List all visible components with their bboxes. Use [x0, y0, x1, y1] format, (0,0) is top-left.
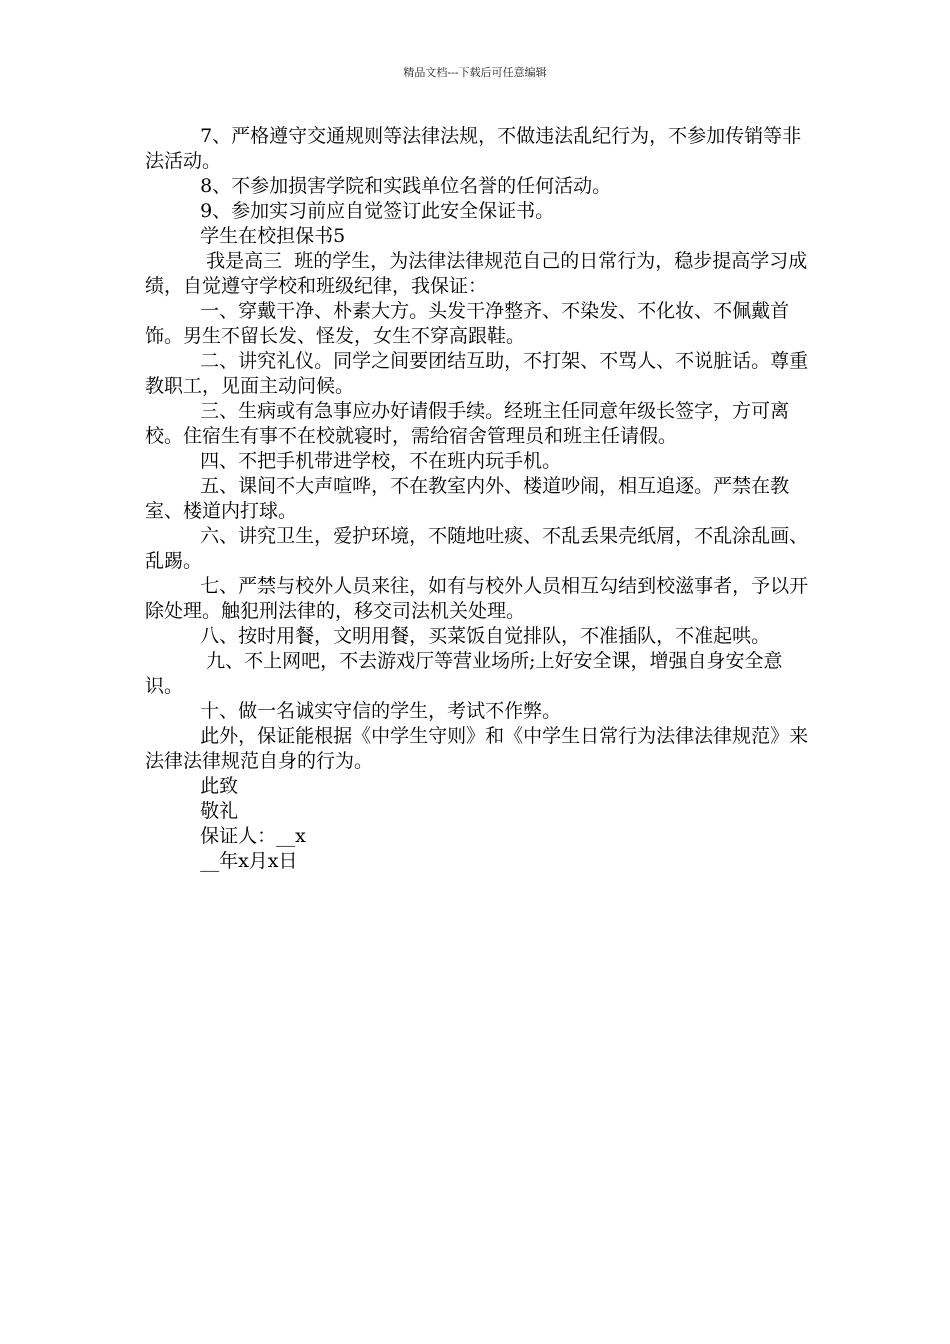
salutation-cizhi: 此致	[200, 775, 239, 797]
paragraph-rule-7: 7、严格遵守交通规则等法律法规，不做违法乱纪行为，不参加传销等非法活动。	[145, 125, 802, 172]
paragraph-item-1: 一、穿戴干净、朴素大方。头发干净整齐、不染发、不化妆、不佩戴首饰。男生不留长发、怪发，女生不穿高跟鞋。	[145, 300, 790, 347]
paragraph-intro: 我是高三 班的学生，为法律法律规范自己的日常行为，稳步提高学习成绩，自觉遵守学校和班级纪律，我保证：	[145, 250, 808, 297]
document-body	[145, 124, 810, 874]
paragraph-rule-9: 9、参加实习前应自觉签订此安全保证书。	[200, 200, 555, 222]
paragraph-item-3: 三、生病或有急事应办好请假手续。经班主任同意年级长签字，方可离校。住宿生有事不在校就寝时，需给宿舍管理员和班主任请假。	[145, 400, 790, 447]
page-header: 精品文档---下载后可任意编辑	[403, 66, 547, 79]
paragraph-item-5: 五、课间不大声喧哗，不在教室内外、楼道吵闹，相互追逐。严禁在教室、楼道内打球。	[145, 475, 790, 522]
paragraph-rule-8: 8、不参加损害学院和实践单位名誉的任何活动。	[200, 175, 612, 197]
section-title: 学生在校担保书5	[200, 225, 346, 247]
paragraph-item-6: 六、讲究卫生，爱护环境，不随地吐痰、不乱丢果壳纸屑，不乱涂乱画、乱踢。	[145, 525, 809, 572]
date-line: __年x月x日	[200, 850, 298, 872]
salutation-jingli: 敬礼	[200, 800, 239, 822]
paragraph-item-10: 十、做一名诚实守信的学生，考试不作弊。	[200, 700, 562, 722]
paragraph-closing: 此外，保证能根据《中学生守则》和《中学生日常行为法律法律规范》来法律法律规范自身的行为。	[145, 725, 809, 772]
paragraph-item-9: 九、不上网吧，不去游戏厅等营业场所;上好安全课，增强自身安全意识。	[145, 650, 783, 697]
guarantor-line: 保证人：__x	[200, 825, 306, 847]
paragraph-item-7: 七、严禁与校外人员来往，如有与校外人员相互勾结到校滋事者，予以开除处理。触犯刑法律的，移交司法机关处理。	[145, 575, 809, 622]
paragraph-item-2: 二、讲究礼仪。同学之间要团结互助，不打架、不骂人、不说脏话。尊重教职工，见面主动问候。	[145, 350, 809, 397]
paragraph-item-8: 八、按时用餐，文明用餐，买菜饭自觉排队，不准插队，不准起哄。	[200, 625, 771, 647]
paragraph-item-4: 四、不把手机带进学校，不在班内玩手机。	[200, 450, 562, 472]
